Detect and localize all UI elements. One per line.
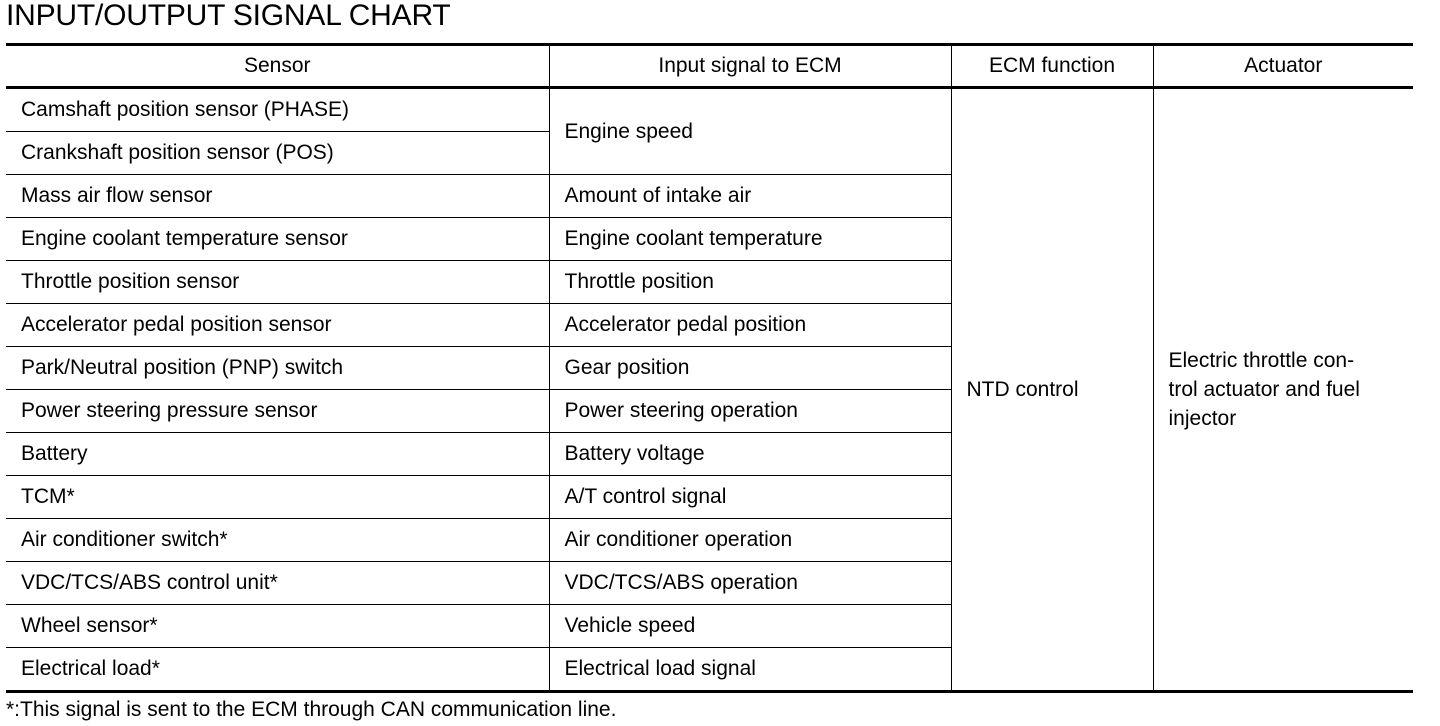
input-signal-cell: Vehicle speed [549,605,951,648]
sensor-cell: Crankshaft position sensor (POS) [6,132,549,175]
sensor-cell: Electrical load* [6,648,549,692]
header-sensor: Sensor [6,45,549,88]
sensor-cell: Park/Neutral position (PNP) switch [6,347,549,390]
ecm-function-text: NTD control [966,377,1079,401]
input-signal-cell: VDC/TCS/ABS operation [549,562,951,605]
sensor-cell: Accelerator pedal position sensor [6,304,549,347]
input-signal-cell: A/T control signal [549,476,951,519]
sensor-cell: TCM* [6,476,549,519]
sensor-cell: Throttle position sensor [6,261,549,304]
input-signal-cell: Engine speed [549,88,951,175]
input-signal-cell: Electrical load signal [549,648,951,692]
input-signal-cell: Power steering operation [549,390,951,433]
input-signal-cell: Throttle position [549,261,951,304]
sensor-cell: Engine coolant temperature sensor [6,218,549,261]
table-row [6,88,1413,132]
signal-chart-table [6,43,1413,693]
header-input-signal: Input signal to ECM [549,45,951,88]
input-signal-cell: Gear position [549,347,951,390]
sensor-cell: Battery [6,433,549,476]
sensor-cell: Power steering pressure sensor [6,390,549,433]
actuator-line-1: Electric throttle con- [1168,349,1355,372]
page-title: INPUT/OUTPUT SIGNAL CHART [6,0,451,32]
ecm-function-cell [951,88,1153,692]
header-ecm-function: ECM function [951,45,1153,88]
sensor-cell: Air conditioner switch* [6,519,549,562]
actuator-cell [1153,88,1413,692]
footnote: *:This signal is sent to the ECM through CAN communication line. [6,698,617,721]
input-signal-cell: Engine coolant temperature [549,218,951,261]
sensor-cell: Camshaft position sensor (PHASE) [21,98,349,121]
input-signal-cell: Amount of intake air [549,175,951,218]
sensor-cell: Wheel sensor* [6,605,549,648]
actuator-line-3: injector [1168,407,1237,430]
sensor-cell: Mass air flow sensor [6,175,549,218]
header-actuator: Actuator [1153,45,1413,88]
sensor-cell: VDC/TCS/ABS control unit* [6,562,549,605]
input-signal-cell: Battery voltage [549,433,951,476]
actuator-line-2: trol actuator and fuel [1168,378,1360,401]
table-header-row [6,45,1413,88]
input-signal-cell: Air conditioner operation [549,519,951,562]
input-signal-cell: Accelerator pedal position [549,304,951,347]
